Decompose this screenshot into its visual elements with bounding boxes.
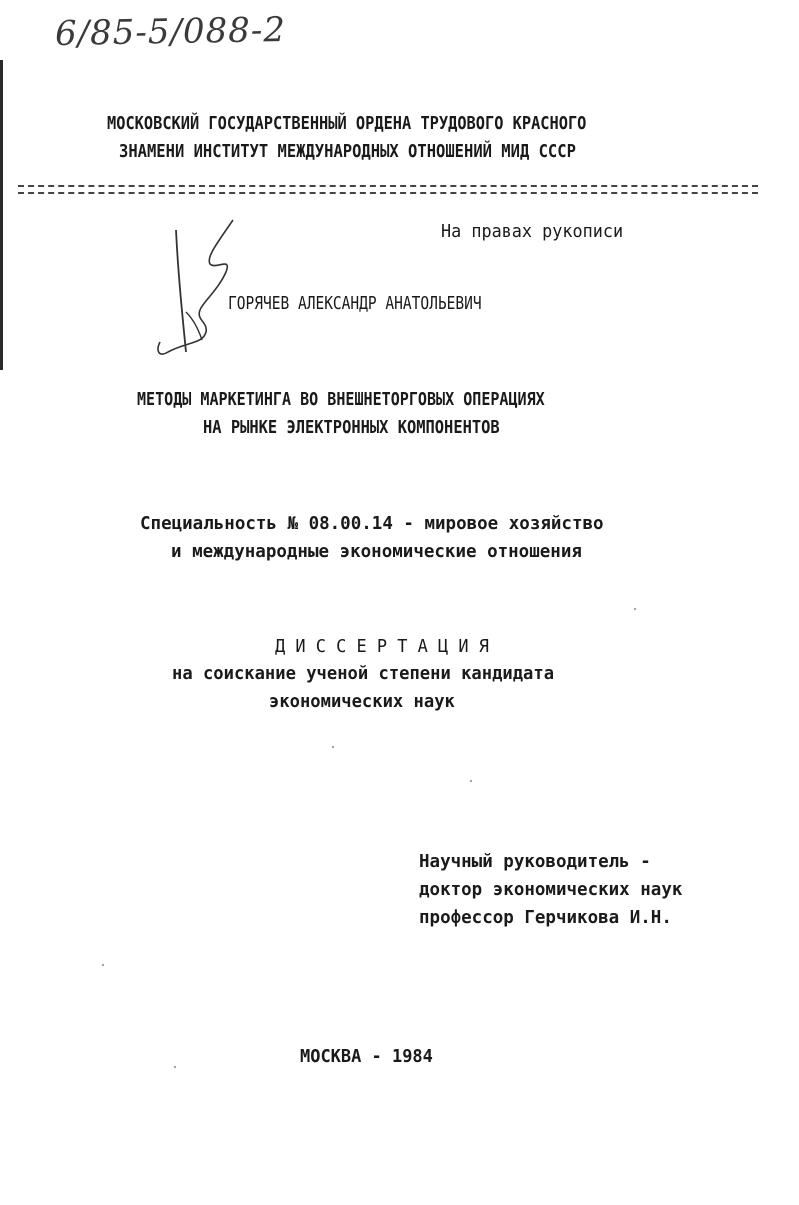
- title-line-2-text: НА РЫНКЕ ЭЛЕКТРОННЫХ КОМПОНЕНТОВ: [203, 418, 500, 438]
- page-edge-mark: [0, 60, 3, 370]
- supervisor-line-3-text: профессор Герчикова И.Н.: [419, 908, 672, 928]
- scan-speck: [470, 780, 472, 782]
- institution-line-1: [107, 114, 655, 134]
- institution-line-1-text: МОСКОВСКИЙ ГОСУДАРСТВЕННЫЙ ОРДЕНА ТРУДОВОГО КРАСНОГО: [107, 114, 587, 134]
- handwritten-reference: 6/85-5/088-2: [54, 9, 287, 55]
- scan-speck: [332, 746, 334, 748]
- separator-line-top: [18, 185, 758, 187]
- title-line-1: [137, 390, 611, 410]
- author-name-text: ГОРЯЧЕВ АЛЕКСАНДР АНАТОЛЬЕВИЧ: [228, 294, 482, 314]
- supervisor-line-1: [419, 852, 651, 872]
- specialty-line-1: [140, 514, 604, 534]
- rights-notice-text: На правах рукописи: [441, 222, 624, 242]
- author-name: [228, 294, 534, 314]
- dissertation-line-2-text: экономических наук: [269, 692, 455, 712]
- supervisor-line-3: [419, 908, 672, 928]
- city-year: [300, 1047, 437, 1067]
- dissertation-heading: [275, 636, 503, 657]
- scan-speck: [102, 964, 104, 966]
- scan-speck: [634, 608, 636, 610]
- scan-speck: [174, 1066, 176, 1068]
- dissertation-line-1-text: на соискание ученой степени кандидата: [172, 664, 555, 684]
- specialty-line-2: [171, 542, 582, 562]
- supervisor-line-2-text: доктор экономических наук: [419, 880, 683, 900]
- signature-image: [148, 212, 258, 362]
- supervisor-line-2: [419, 880, 682, 900]
- dissertation-line-1: [172, 664, 562, 684]
- city-year-text: МОСКВА - 1984: [300, 1047, 433, 1067]
- title-line-1-text: МЕТОДЫ МАРКЕТИНГА ВО ВНЕШНЕТОРГОВЫХ ОПЕРАЦИЯХ: [137, 390, 545, 410]
- specialty-line-2-text: и международные экономические отношения: [171, 542, 582, 562]
- specialty-line-1-text: Специальность № 08.00.14 - мировое хозяйство: [140, 514, 604, 534]
- dissertation-heading-text: Д И С С Е Р Т А Ц И Я: [275, 636, 489, 657]
- separator-line-bottom: [18, 192, 758, 194]
- supervisor-line-1-text: Научный руководитель -: [419, 852, 651, 872]
- institution-line-2-text: ЗНАМЕНИ ИНСТИТУТ МЕЖДУНАРОДНЫХ ОТНОШЕНИЙ МИД СССР: [119, 142, 576, 162]
- title-line-2: [203, 418, 540, 438]
- rights-notice: [441, 222, 631, 242]
- institution-line-2: [119, 142, 635, 162]
- dissertation-line-2: [269, 692, 459, 712]
